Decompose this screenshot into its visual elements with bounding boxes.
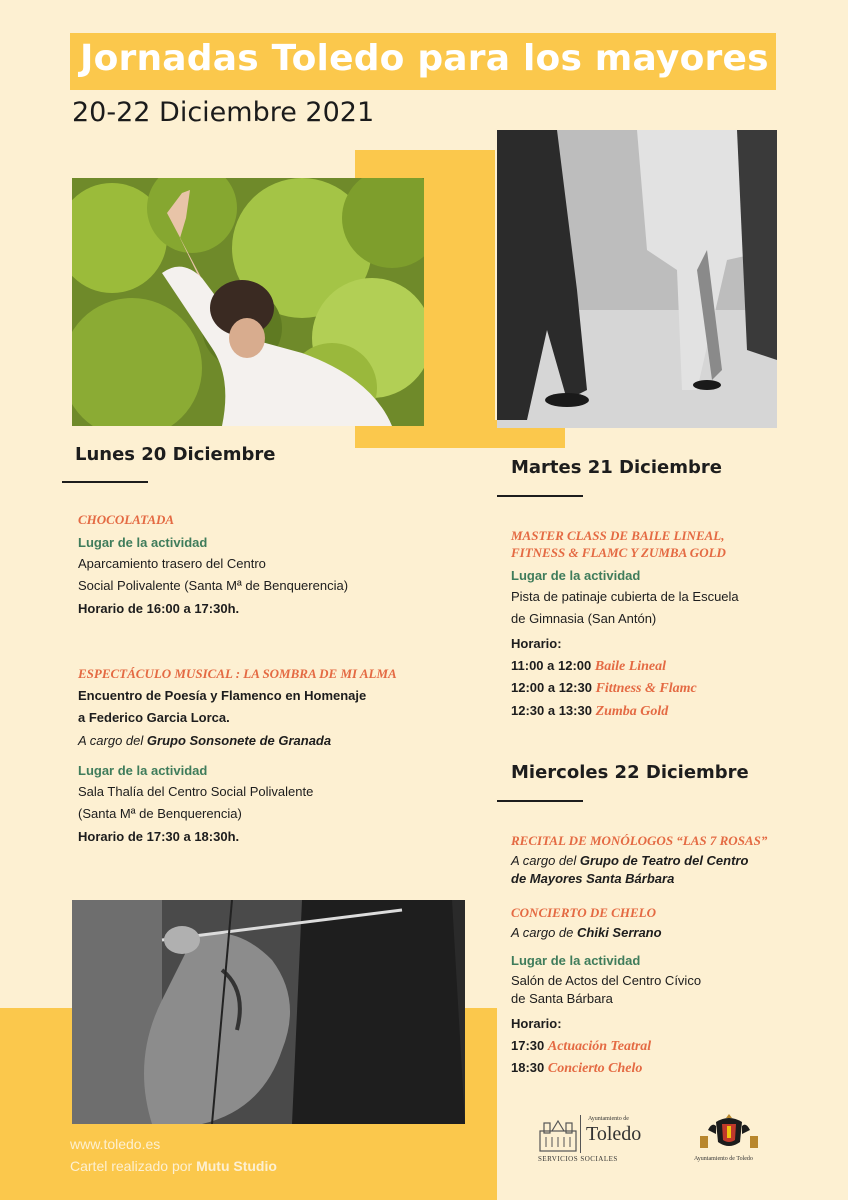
schedule-slot: 11:00 a 12:00 Baile Lineal [511,658,667,674]
place-text: de Santa Bárbara [511,991,613,1006]
event-description: Encuentro de Poesía y Flamenco en Homenaje [78,688,367,703]
event-title-masterclass: FITNESS & FLAMC Y ZUMBA GOLD [511,545,726,560]
place-text: de Gimnasia (San Antón) [511,611,657,626]
schedule-slot: 17:30 Actuación Teatral [511,1038,652,1054]
place-label: Lugar de la actividad [511,568,641,583]
event-description: a Federico Garcia Lorca. [78,710,230,725]
schedule-text: Horario de 17:30 a 18:30h. [78,829,240,844]
building-icon [538,1117,578,1153]
place-label: Lugar de la actividad [78,763,208,778]
place-text: Social Polivalente (Santa Mª de Benquerencia) [78,578,349,593]
photo-dancing-couples [497,130,777,428]
day-underline-tuesday [497,495,583,497]
logo-servicios-sociales: Ayuntamiento de Toledo SERVICIOS SOCIALES [538,1116,642,1163]
event-title-chocolatada: CHOCOLATADA [78,512,175,527]
place-text: Salón de Actos del Centro Cívico [511,973,702,988]
event-title-musical: ESPECTÁCULO MUSICAL : LA SOMBRA DE MI ALMA [78,666,397,681]
credit-text: Cartel realizado por Mutu Studio [70,1158,277,1174]
day-heading-wednesday: Miercoles 22 Diciembre [511,762,749,783]
website-link[interactable]: www.toledo.es [70,1136,161,1152]
schedule-label: Horario: [511,1016,562,1031]
photo-cello-player [72,900,465,1124]
day-heading-monday: Lunes 20 Diciembre [75,444,276,465]
schedule-label: Horario: [511,636,562,651]
place-text: (Santa Mª de Benquerencia) [78,806,242,821]
event-performer: A cargo de Chiki Serrano [511,925,662,940]
day-heading-tuesday: Martes 21 Diciembre [511,457,722,478]
place-label: Lugar de la actividad [511,953,641,968]
event-title-chelo: CONCIERTO DE CHELO [511,905,656,920]
schedule-slot: 12:00 a 12:30 Fittness & Flamc [511,680,697,696]
day-underline-monday [62,481,148,483]
crest-icon [696,1112,762,1152]
event-title-monologos: RECITAL DE MONÓLOGOS “LAS 7 ROSAS” [511,833,768,848]
schedule-slot: 12:30 a 13:30 Zumba Gold [511,703,669,719]
place-text: Sala Thalía del Centro Social Polivalente [78,784,314,799]
logo-ayuntamiento: Ayuntamiento de Toledo [694,1112,764,1168]
event-title-masterclass: MASTER CLASS DE BAILE LINEAL, [511,528,725,543]
event-performer: de Mayores Santa Bárbara [511,871,675,886]
schedule-text: Horario de 16:00 a 17:30h. [78,601,240,616]
schedule-slot: 18:30 Concierto Chelo [511,1060,643,1076]
place-text: Pista de patinaje cubierta de la Escuela [511,589,739,604]
place-text: Aparcamiento trasero del Centro [78,556,266,571]
page-title: Jornadas Toledo para los mayores [80,38,769,79]
event-performer: A cargo del Grupo Sonsonete de Granada [78,733,332,748]
photo-flamenco-dancer [72,178,424,426]
event-dates: 20-22 Diciembre 2021 [72,97,375,128]
place-label: Lugar de la actividad [78,535,208,550]
day-underline-wednesday [497,800,583,802]
event-performer: A cargo del Grupo de Teatro del Centro [511,853,749,868]
